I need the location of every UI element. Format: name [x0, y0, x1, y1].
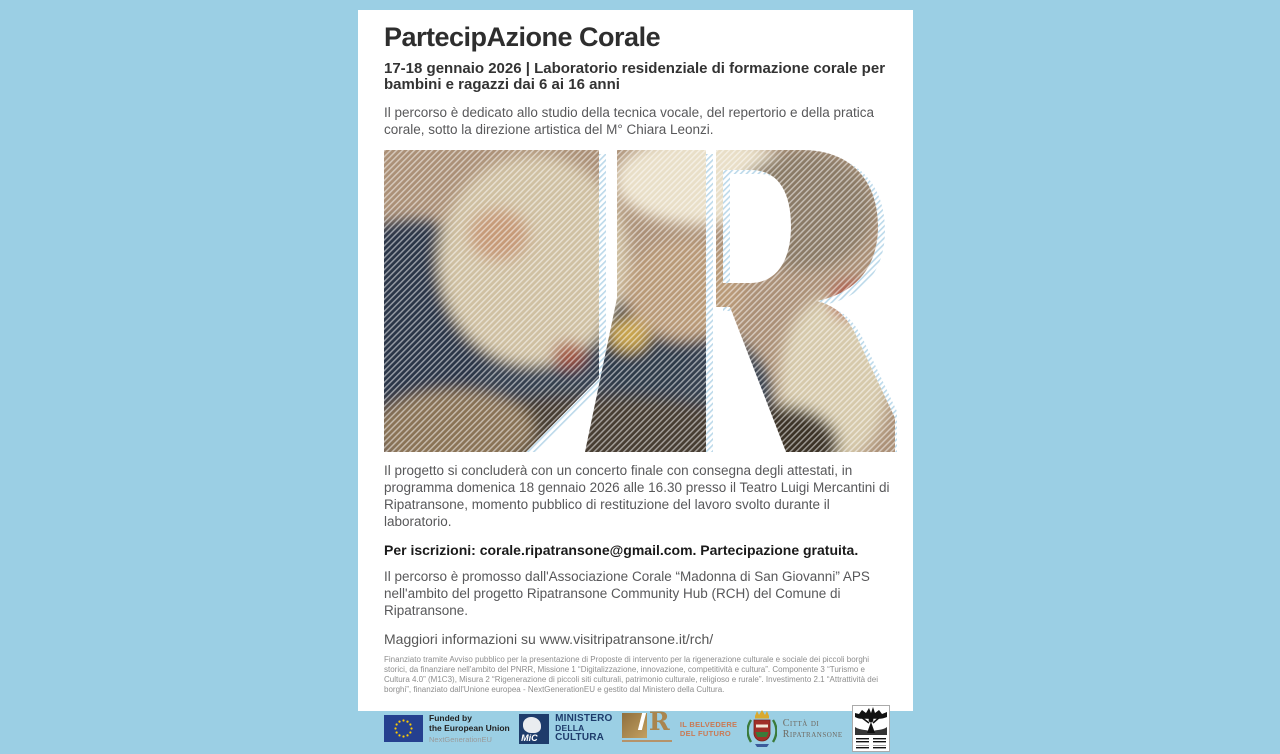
eu-flag-icon — [384, 715, 423, 742]
funding-fineprint: Finanziato tramite Avviso pubblico per la presentazione di Proposte di intervento per la rigenerazione culturale e sociale dei piccoli borghi storici, da finanziare nell'ambito del PNRR, Missione 1 “Digitalizzazione, innovazione, competitività e cultura”. Componente 3 “Turismo e Cultura 4.0” (M1C3), Misura 2 “Rigenerazione di piccoli siti culturali, patrimonio culturale, religioso e rurale”. Investimento 2.1 “Attrattività dei borghi”, finanziato dall'Unione europea - NextGenerationEU e gestito dal Ministero della Cultura. — [384, 654, 878, 694]
choir-photo — [384, 150, 897, 452]
eu-funded-by: Funded by — [429, 712, 472, 723]
intro-paragraph: Il percorso è dedicato allo studio della tecnica vocale, del repertorio e della pratica corale, sotto la direzione artistica del M° Chiara Leonzi. — [384, 104, 875, 137]
belvedere-line1: IL BELVEDERE — [679, 719, 738, 729]
eu-funding-logo — [384, 713, 510, 745]
jr-square-icon — [622, 713, 647, 738]
mic-emblem-icon — [519, 714, 549, 744]
concert-paragraph: Il progetto si concluderà con un concerto finale con consegna degli attestati, in programma domenica 18 gennaio 2026 alle 16.30 presso il Teatro Luigi Mercantini di Ripatransone, momento pubblico di restituzione del lavoro svolto durante il laboratorio. — [384, 462, 890, 529]
belvedere-futuro-logo — [622, 706, 738, 745]
eu-nextgen: NextGenerationEU — [429, 734, 492, 744]
mic-line1: MINISTERO — [555, 713, 613, 725]
jr-letter-r: R — [648, 706, 670, 736]
ripatransone-crest-icon — [747, 708, 777, 750]
hero-image — [384, 150, 897, 452]
citta-line1: Città di — [782, 717, 820, 729]
ministero-cultura-logo — [519, 714, 612, 744]
more-info-line: Maggiori informazioni su www.visitripatransone.it/rch/ — [384, 630, 714, 647]
registration-line: Per iscrizioni: corale.ripatransone@gmail.com. Partecipazione gratuita. — [384, 541, 859, 558]
corale-logo-icon — [852, 705, 890, 752]
jr-baseline-bar — [622, 740, 672, 743]
citta-ripatransone-logo — [747, 708, 843, 750]
event-subtitle: 17-18 gennaio 2026 | Laboratorio residenziale di formazione corale per bambini e ragazzi dai 6 ai 16 anni — [384, 59, 886, 94]
poster — [358, 10, 913, 744]
mic-abbr: MiC — [521, 732, 538, 743]
page-title: PartecipAzione Corale — [384, 22, 661, 52]
citta-line2: Ripatransone — [782, 728, 843, 740]
jr-mark-icon — [622, 706, 674, 745]
belvedere-line2: DEL FUTURO — [679, 728, 732, 738]
mic-line3: CULTURA — [555, 732, 605, 744]
mic-face-icon — [523, 717, 541, 733]
logo-row — [384, 704, 890, 754]
mic-line2: DELLA — [555, 722, 585, 733]
promoter-paragraph: Il percorso è promosso dall'Associazione Corale “Madonna di San Giovanni” APS nell'ambito del progetto Ripatransone Community Hub (RCH) del Comune di Ripatransone. — [384, 568, 870, 618]
eu-union: the European Union — [429, 722, 510, 733]
